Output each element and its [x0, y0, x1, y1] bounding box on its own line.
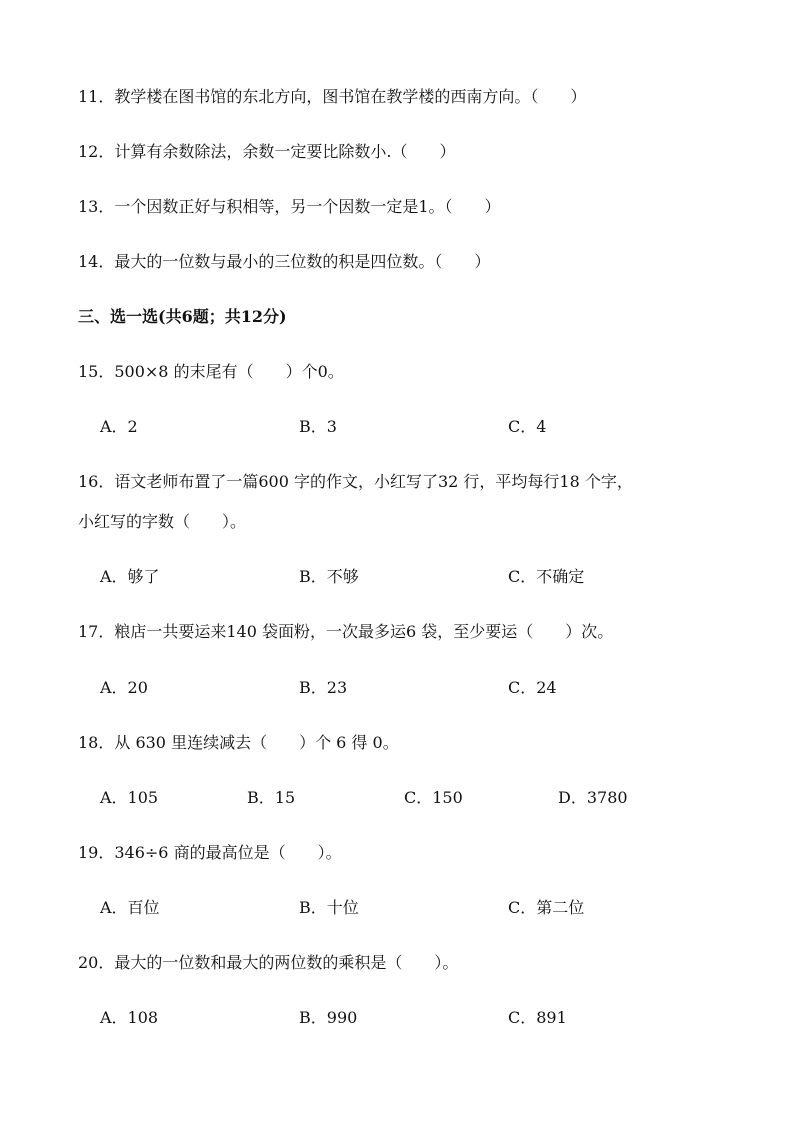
- question-14: 14．最大的一位数与最小的三位数的积是四位数。（ ）: [78, 252, 491, 271]
- question-16-cont: 小红写的字数（ ）。: [78, 512, 247, 531]
- question-17: 17．粮店一共要运来140 袋面粉，一次最多运6 袋，至少要运（ ）次。: [78, 622, 614, 641]
- question-11: 11．教学楼在图书馆的东北方向，图书馆在教学楼的西南方向。（ ）: [78, 87, 587, 106]
- question-20: 20．最大的一位数和最大的两位数的乘积是（ ）。: [78, 953, 459, 972]
- section-heading: 三、选一选(共6题；共12分): [78, 307, 287, 326]
- option-18-c[interactable]: C．150: [404, 788, 463, 807]
- question-12: 12．计算有余数除法，余数一定要比除数小.（ ）: [78, 142, 456, 161]
- question-19: 19．346÷6 商的最高位是（ ）。: [78, 843, 342, 862]
- option-18-a[interactable]: A．105: [100, 788, 159, 807]
- option-15-c[interactable]: C．4: [508, 417, 547, 436]
- option-19-c[interactable]: C．第二位: [508, 898, 585, 917]
- option-20-b[interactable]: B．990: [299, 1008, 358, 1027]
- option-20-a[interactable]: A．108: [100, 1008, 159, 1027]
- question-18: 18．从 630 里连续减去（ ）个 6 得 0。: [78, 733, 399, 752]
- question-16: 16．语文老师布置了一篇600 字的作文，小红写了32 行，平均每行18 个字，: [78, 472, 633, 491]
- option-17-b[interactable]: B．23: [299, 678, 348, 697]
- option-20-c[interactable]: C．891: [508, 1008, 567, 1027]
- option-17-a[interactable]: A．20: [100, 678, 148, 697]
- option-15-a[interactable]: A．2: [100, 417, 138, 436]
- question-13: 13．一个因数正好与积相等，另一个因数一定是1。（ ）: [78, 197, 501, 216]
- question-15: 15．500×8 的末尾有（ ）个0。: [78, 362, 344, 381]
- option-16-b[interactable]: B．不够: [299, 567, 359, 586]
- option-16-c[interactable]: C．不确定: [508, 567, 585, 586]
- option-18-d[interactable]: D．3780: [558, 788, 628, 807]
- option-15-b[interactable]: B．3: [299, 417, 337, 436]
- option-16-a[interactable]: A．够了: [100, 567, 160, 586]
- option-18-b[interactable]: B．15: [247, 788, 296, 807]
- option-19-a[interactable]: A．百位: [100, 898, 160, 917]
- option-19-b[interactable]: B．十位: [299, 898, 359, 917]
- option-17-c[interactable]: C．24: [508, 678, 557, 697]
